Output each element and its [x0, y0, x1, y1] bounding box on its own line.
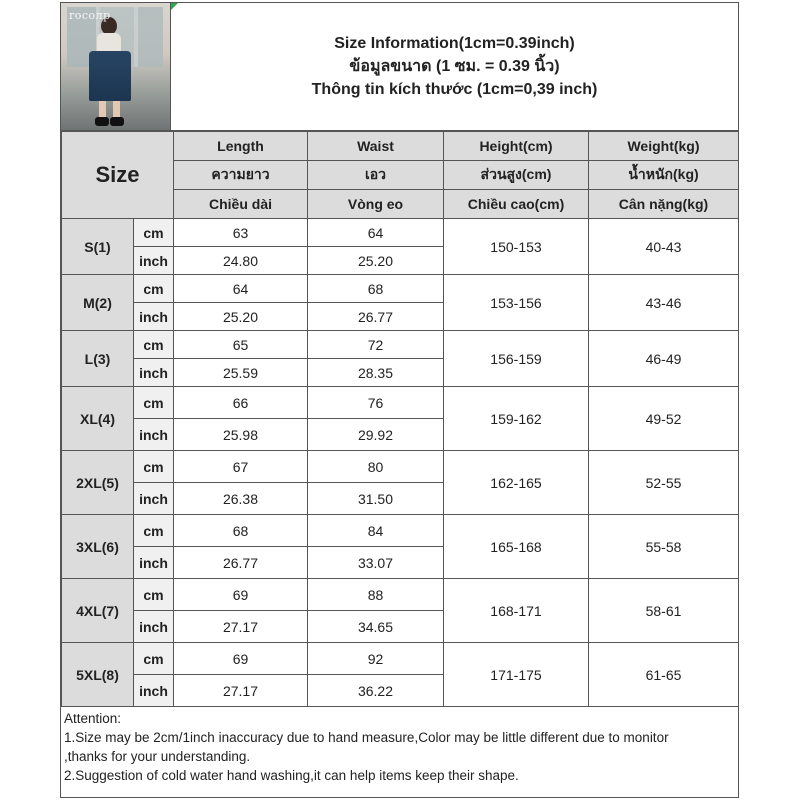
table-row — [62, 275, 739, 303]
height-range-cell: 168-171 — [444, 579, 589, 643]
weight-header-en: Weight(kg) — [589, 132, 739, 161]
height-range-cell: 165-168 — [444, 515, 589, 579]
waist-inch-cell: 31.50 — [308, 483, 444, 515]
length-inch-cell: 27.17 — [174, 675, 308, 707]
waist-cm-cell: 76 — [308, 387, 444, 419]
size-chart-sheet — [60, 2, 739, 798]
table-row — [62, 219, 739, 247]
length-inch-cell: 25.98 — [174, 419, 308, 451]
waist-cm-cell: 72 — [308, 331, 444, 359]
weight-range-cell: 46-49 — [589, 331, 739, 387]
weight-range-cell: 49-52 — [589, 387, 739, 451]
unit-cm-label: cm — [134, 579, 174, 611]
header-row-english — [62, 132, 739, 161]
unit-cm-label: cm — [134, 515, 174, 547]
waist-header-th: เอว — [308, 161, 444, 190]
length-cm-cell: 65 — [174, 331, 308, 359]
waist-inch-cell: 28.35 — [308, 359, 444, 387]
weight-range-cell: 43-46 — [589, 275, 739, 331]
waist-inch-cell: 25.20 — [308, 247, 444, 275]
size-cell: XL(4) — [62, 387, 134, 451]
boot-left — [95, 117, 109, 126]
size-cell: 2XL(5) — [62, 451, 134, 515]
unit-cm-label: cm — [134, 219, 174, 247]
length-cm-cell: 67 — [174, 451, 308, 483]
length-cm-cell: 68 — [174, 515, 308, 547]
weight-range-cell: 58-61 — [589, 579, 739, 643]
height-range-cell: 153-156 — [444, 275, 589, 331]
waist-cm-cell: 80 — [308, 451, 444, 483]
size-cell: S(1) — [62, 219, 134, 275]
unit-cm-label: cm — [134, 275, 174, 303]
attention-line-2: ,thanks for your understanding. — [64, 749, 251, 764]
photo-watermark: rocoлp — [69, 9, 111, 22]
table-row — [62, 515, 739, 547]
length-header-vi: Chiều dài — [174, 190, 308, 219]
length-cm-cell: 66 — [174, 387, 308, 419]
weight-range-cell: 40-43 — [589, 219, 739, 275]
waist-cm-cell: 68 — [308, 275, 444, 303]
height-range-cell: 156-159 — [444, 331, 589, 387]
length-inch-cell: 24.80 — [174, 247, 308, 275]
height-range-cell: 159-162 — [444, 387, 589, 451]
boot-right — [110, 117, 124, 126]
unit-inch-label: inch — [134, 303, 174, 331]
table-row — [62, 387, 739, 419]
waist-inch-cell: 26.77 — [308, 303, 444, 331]
height-range-cell: 150-153 — [444, 219, 589, 275]
size-information-header — [171, 3, 738, 131]
unit-cm-label: cm — [134, 643, 174, 675]
waist-cm-cell: 64 — [308, 219, 444, 247]
table-row — [62, 331, 739, 359]
attention-line-3: 2.Suggestion of cold water hand washing,it can help items keep their shape. — [64, 768, 519, 783]
unit-inch-label: inch — [134, 359, 174, 387]
size-info-english: Size Information(1cm=0.39inch) — [334, 35, 575, 52]
length-header-en: Length — [174, 132, 308, 161]
unit-inch-label: inch — [134, 247, 174, 275]
length-inch-cell: 25.59 — [174, 359, 308, 387]
product-photo — [61, 3, 171, 131]
waist-cm-cell: 88 — [308, 579, 444, 611]
table-row — [62, 579, 739, 611]
length-cm-cell: 69 — [174, 643, 308, 675]
table-row — [62, 643, 739, 675]
size-cell: 4XL(7) — [62, 579, 134, 643]
size-column-header: Size — [62, 132, 174, 219]
height-range-cell: 171-175 — [444, 643, 589, 707]
table-row — [62, 451, 739, 483]
model-top — [97, 33, 121, 53]
size-cell: 3XL(6) — [62, 515, 134, 579]
unit-inch-label: inch — [134, 419, 174, 451]
size-table — [61, 131, 739, 707]
waist-header-vi: Vòng eo — [308, 190, 444, 219]
unit-cm-label: cm — [134, 331, 174, 359]
size-info-thai: ข้อมูลขนาด (1 ซม. = 0.39 นิ้ว) — [349, 58, 560, 75]
size-info-vietnamese: Thông tin kích thước (1cm=0,39 inch) — [311, 81, 598, 98]
waist-inch-cell: 29.92 — [308, 419, 444, 451]
unit-inch-label: inch — [134, 611, 174, 643]
attention-title: Attention: — [64, 711, 122, 726]
waist-inch-cell: 34.65 — [308, 611, 444, 643]
length-inch-cell: 25.20 — [174, 303, 308, 331]
denim-skirt — [89, 51, 131, 101]
length-inch-cell: 26.38 — [174, 483, 308, 515]
waist-inch-cell: 36.22 — [308, 675, 444, 707]
waist-header-en: Waist — [308, 132, 444, 161]
length-cm-cell: 63 — [174, 219, 308, 247]
size-cell: M(2) — [62, 275, 134, 331]
height-header-en: Height(cm) — [444, 132, 589, 161]
weight-header-th: น้ำหนัก(kg) — [589, 161, 739, 190]
length-cm-cell: 64 — [174, 275, 308, 303]
attention-line-1: 1.Size may be 2cm/1inch inaccuracy due to hand measure,Color may be little different due to monitor — [64, 730, 669, 745]
height-header-vi: Chiều cao(cm) — [444, 190, 589, 219]
weight-range-cell: 52-55 — [589, 451, 739, 515]
length-cm-cell: 69 — [174, 579, 308, 611]
length-header-th: ความยาว — [174, 161, 308, 190]
waist-cm-cell: 84 — [308, 515, 444, 547]
unit-inch-label: inch — [134, 483, 174, 515]
weight-range-cell: 61-65 — [589, 643, 739, 707]
unit-inch-label: inch — [134, 547, 174, 579]
waist-inch-cell: 33.07 — [308, 547, 444, 579]
height-header-th: ส่วนสูง(cm) — [444, 161, 589, 190]
weight-header-vi: Cân nặng(kg) — [589, 190, 739, 219]
size-cell: L(3) — [62, 331, 134, 387]
unit-inch-label: inch — [134, 675, 174, 707]
length-inch-cell: 27.17 — [174, 611, 308, 643]
attention-notes — [61, 707, 738, 785]
length-inch-cell: 26.77 — [174, 547, 308, 579]
waist-cm-cell: 92 — [308, 643, 444, 675]
size-cell: 5XL(8) — [62, 643, 134, 707]
unit-cm-label: cm — [134, 451, 174, 483]
weight-range-cell: 55-58 — [589, 515, 739, 579]
height-range-cell: 162-165 — [444, 451, 589, 515]
unit-cm-label: cm — [134, 387, 174, 419]
